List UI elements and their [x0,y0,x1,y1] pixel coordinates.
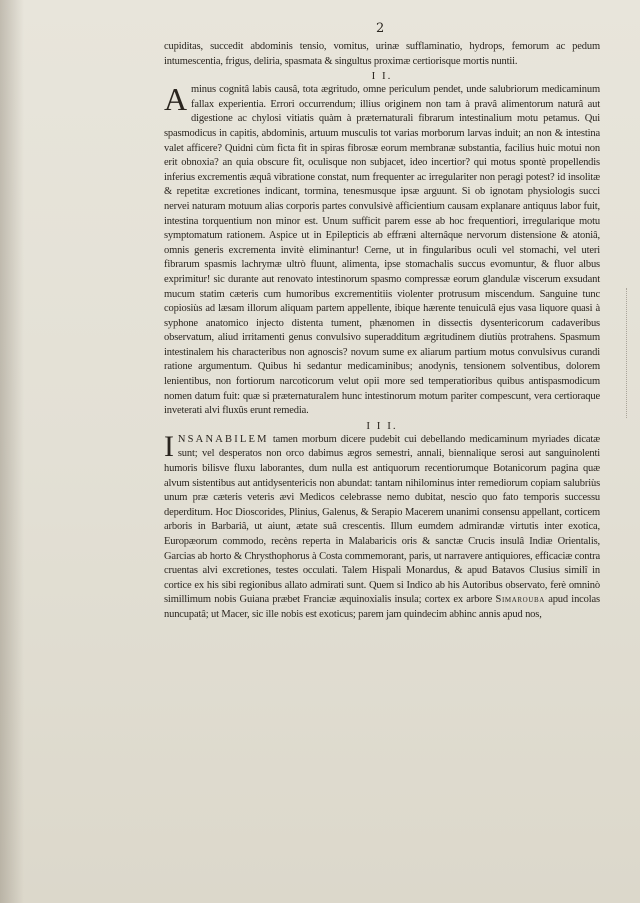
section-ii-text: minus cognitâ labis causâ, tota ægritudo, omne periculum pendet, unde salubriorum medicaminum fallax experientia. Errori occurrendum; illius originem non tam à pravâ alimentorum naturâ aut digestione ac chylosi vitiatis quàm à præternaturali fibrarum intestinalium motu petamus. Qui spasmodicus in capitis, abdominis, artuum musculis tot varias morborum larvas induit; an non & intestina valet afficere? Quidni cùm ficta fit in spiras fibrosæ eorum membranæ substantia, facilius huic motui non erit obnoxia? an quia obscure fit, oculisque non subjacet, ideo incertior? qui motus spontè propellendis inferius excrementis æquâ vibratione constat, num frequenter ac irregulariter non peragi potest? id insolitæ & repetitæ excretiones indicant, tormina, tenesmusque ipsæ arguunt. Si ob ignotam physiologis succi nervei naturam motuum alias corporis partes convulsivè afficientium causam explanare antiquus labor fuit, intestina torquentium non minor est. Unum sufficit parem esse ab hoc frequentiori, irregularique motu symptomatum rationem. Aspice ut in Epilepticis ab effræni alternâque nervorum distensione & atoniâ, omnis generis excrementa invitè eliminantur! Cerne, ut in fingularibus oculi vel stomachi, vel uteri fibrarum spasmis lachrymæ ultrò fluunt, alimenta, ipse stomachalis succus evomuntur, & fluor albus exprimitur! sic durante aut renovato intestinorum spasmo compressæ eorum glandulæ viscerum exsudant mucum statim cæteris cum humoribus excrementitiis violenter protrusum miscendum. Sanguine tunc copiosiùs ad læsam illorum aliquam partem appellente, ibique hærente tenuiculâ ejus vasa liquore quasi à syphone anatomico injecto distenta tument, phænomen in dissectis dysentericorum cadaveribus observatum, aliud irritamenti genus convulsivo superadditum ægritudinem diutiùs protrahens. Spasmum intestinalem his characteribus non agnoscis? novum sume ex aliarum partium motus convulsivus curandi ratione argumentum. Quibus hi sedantur medicaminibus; anodynis, tensionem solventibus, dolorem lenientibus, non fortiorum narcoticorum velut opii more sed temperatioribus quibus antispasmodicum nomen datum fuit: quæ si præternaturalem hunc intestinorum motum pariter compescunt, vera certioraque inveterati alvi fluxûs erunt remedia. [164,84,600,417]
drop-cap-i: I [164,429,174,463]
section-heading-ii: I I. [371,70,393,83]
section-iii-text-a: tamen morbum dicere pudebit cui debellando medicaminum myriades dicatæ sunt; vel desperatos non orco dabimus ægros semestri, annali, biennalique serosi aut sanguinolenti humoris bilisve fluxu laborantes, dum nulla est antiquorum recentiorumque Botanicorum pagina quæ alvum sistentibus aut antidysentericis non abundat: tantam nihilominus inter remediorum copiam salubriùs unum præ cæteris veteris ævi Medicos celebrasse nemo dubitat, nescio quo fato temporis successu deperditum. Hoc Dioscorides, Plinius, Galenus, & Serapio Macerem unanimi consensu appellant, corticem arboris in Barbariâ, ut aiunt, ætate suâ crescentis. Illum eumdem admirandæ virtutis inter exotica, Europæorum commodo, recèns reperta in Malabaricis oris & sanctæ Crucis insulâ Indiæ Orientalis, Garcias ab horto & Chrysthophorus à Costa commemorant, paris, ut narravere antiquiores, efficaciæ contra cruentas alvi excretiones, testes occulati. Talem Hispali Monardus, & apud Batavos Clusius similî in cortice ex his sibi regionibus allato admirati sunt. Quem si Indico ab his Autoribus observato, ferè omninò simillimum nobis Guiana præbet Franciæ æquinoxialis insula; cortex ex arbore [164,433,600,606]
simarouba-keyword: Simarouba [495,594,545,606]
section-heading-iii: I I I. [366,419,398,432]
section-iii-paragraph [164,429,600,623]
binding-shadow [0,0,24,903]
margin-dots [612,288,627,418]
section-ii-paragraph [164,83,600,419]
drop-cap-a: A [164,81,187,118]
body-text [164,40,600,623]
page-number: 2 [376,21,385,36]
section-iii-lead-caps: NSANABILEM [177,433,269,445]
intro-paragraph: cupiditas, succedit abdominis tensio, vomitus, urinæ sufflaminatio, hydrops, femorum ac pedum intumescentia, frigus, deliria, spasmata & singultus proximæ certiorisque mortis nuntii. [164,41,600,67]
section-iii-text-b: apud incolas nuncupatâ; ut Macer, sic ille nobis est exoticus; parem jam quindecim abhinc annis apud nos, [164,594,600,620]
